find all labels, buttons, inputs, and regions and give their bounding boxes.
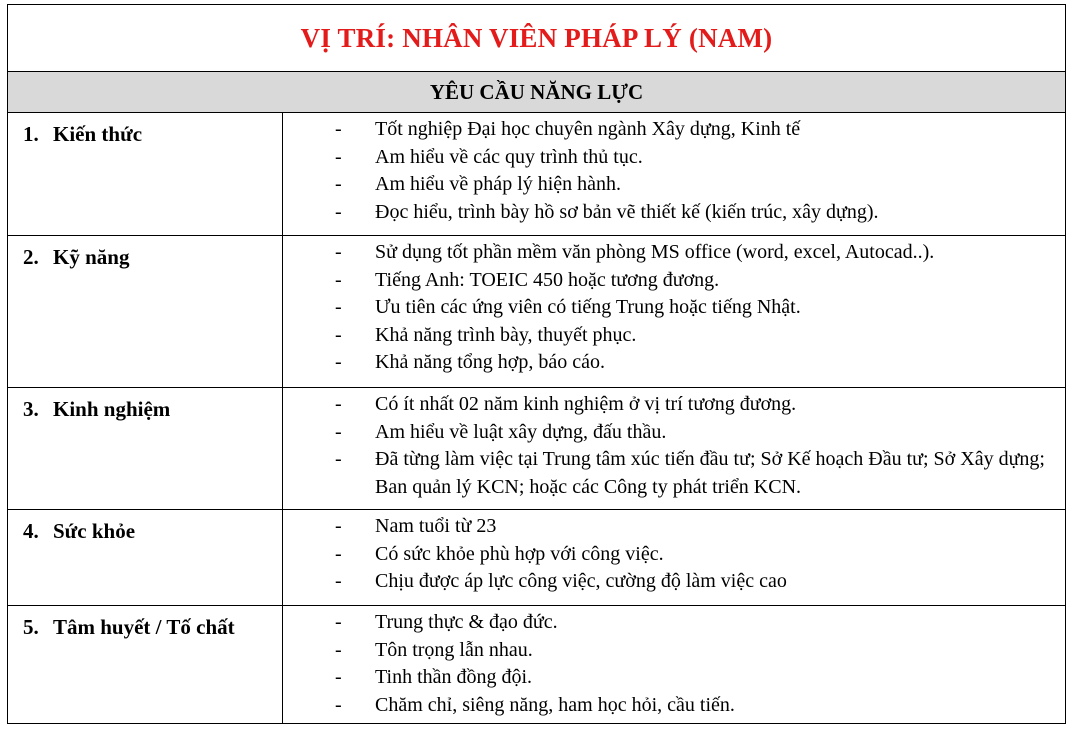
row-label-cell [8,236,283,388]
list-item [283,322,1065,350]
dash-bullet: - [335,570,342,592]
row-label: Kiến thức [53,122,143,146]
row-items-cell [283,388,1066,510]
row-label: Tâm huyết / Tố chất [53,615,235,639]
item-text: Ưu tiên các ứng viên có tiếng Trung hoặc tiếng Nhật. [375,296,801,318]
row-number: 5. [23,615,39,639]
dash-bullet: - [335,351,342,373]
requirements-document [7,4,1065,724]
row-label: Kỹ năng [53,245,130,269]
dash-bullet: - [335,241,342,263]
list-item [283,199,1065,227]
item-text: Chịu được áp lực công việc, cường độ làm việc cao [375,570,787,592]
list-item [283,144,1065,172]
item-text: Tốt nghiệp Đại học chuyên ngành Xây dựng, Kinh tế [375,118,801,140]
dash-bullet: - [335,542,342,565]
item-text: Nam tuổi từ 23 [375,515,497,537]
dash-bullet: - [335,173,342,195]
list-item [283,446,1065,501]
row-items-cell [283,606,1066,724]
list-item [283,419,1065,447]
item-text: Am hiểu về pháp lý hiện hành. [375,173,622,195]
dash-bullet: - [335,638,342,661]
item-text: Đọc hiểu, trình bày hồ sơ bản vẽ thiết kế (kiến trúc, xây dựng). [375,200,879,223]
document-title: VỊ TRÍ: NHÂN VIÊN PHÁP LÝ (NAM) [300,22,773,53]
row-label: Kinh nghiệm [53,397,171,421]
row-label: Sức khỏe [53,519,136,543]
list-item [283,349,1065,377]
dash-bullet: - [335,420,342,443]
item-text: Có ít nhất 02 năm kinh nghiệm ở vị trí tương đương. [375,393,797,415]
row-items-cell [283,113,1066,236]
row-items-cell [283,510,1066,606]
item-text: Có sức khỏe phù hợp với công việc. [375,542,664,565]
list-item [283,637,1065,665]
dash-bullet: - [335,118,342,140]
item-text: Tôn trọng lẫn nhau. [375,638,533,661]
item-text: Chăm chỉ, siêng năng, ham học hỏi, cầu tiến. [375,693,735,716]
row-items-cell [283,236,1066,388]
table-row [8,388,1066,510]
item-text: Am hiểu về luật xây dựng, đấu thầu. [375,420,667,443]
dash-bullet: - [335,296,342,318]
row-number: 4. [23,519,39,543]
row-label-cell [8,606,283,724]
list-item [283,267,1065,295]
list-item [283,568,1065,596]
list-item [283,541,1065,569]
dash-bullet: - [335,515,342,537]
item-text: Đã từng làm việc tại Trung tâm xúc tiến đầu tư; Sở Kế hoạch Đầu tư; Sở Xây dựng; Ban quản lý KCN; hoặc các Công ty phát triển KCN. [375,448,1045,498]
dash-bullet: - [335,393,342,415]
dash-bullet: - [335,145,342,168]
title-cell [8,5,1066,72]
table-row [8,606,1066,724]
row-label-cell [8,113,283,236]
table-row [8,236,1066,388]
dash-bullet: - [335,268,342,291]
list-item [283,239,1065,267]
row-label-cell [8,510,283,606]
section-header-cell [8,72,1066,113]
row-number: 2. [23,245,39,269]
requirements-table [7,4,1066,724]
list-item [283,664,1065,692]
row-number: 1. [23,122,39,146]
list-item [283,116,1065,144]
item-text: Trung thực & đạo đức. [375,611,558,633]
item-text: Sử dụng tốt phần mềm văn phòng MS office (word, excel, Autocad..). [375,241,935,263]
dash-bullet: - [335,611,342,633]
list-item [283,391,1065,419]
list-item [283,692,1065,720]
dash-bullet: - [335,666,342,688]
list-item [283,609,1065,637]
item-text: Tiếng Anh: TOEIC 450 hoặc tương đương. [375,268,720,291]
row-number: 3. [23,397,39,421]
dash-bullet: - [335,448,342,470]
table-row [8,510,1066,606]
list-item [283,513,1065,541]
dash-bullet: - [335,200,342,223]
list-item [283,171,1065,199]
dash-bullet: - [335,693,342,716]
item-text: Tinh thần đồng đội. [375,666,533,688]
item-text: Am hiểu về các quy trình thủ tục. [375,145,643,168]
row-label-cell [8,388,283,510]
dash-bullet: - [335,323,342,346]
list-item [283,294,1065,322]
section-header: YÊU CẦU NĂNG LỰC [429,79,644,104]
item-text: Khả năng trình bày, thuyết phục. [375,323,637,346]
item-text: Khả năng tổng hợp, báo cáo. [375,351,605,373]
table-row [8,113,1066,236]
